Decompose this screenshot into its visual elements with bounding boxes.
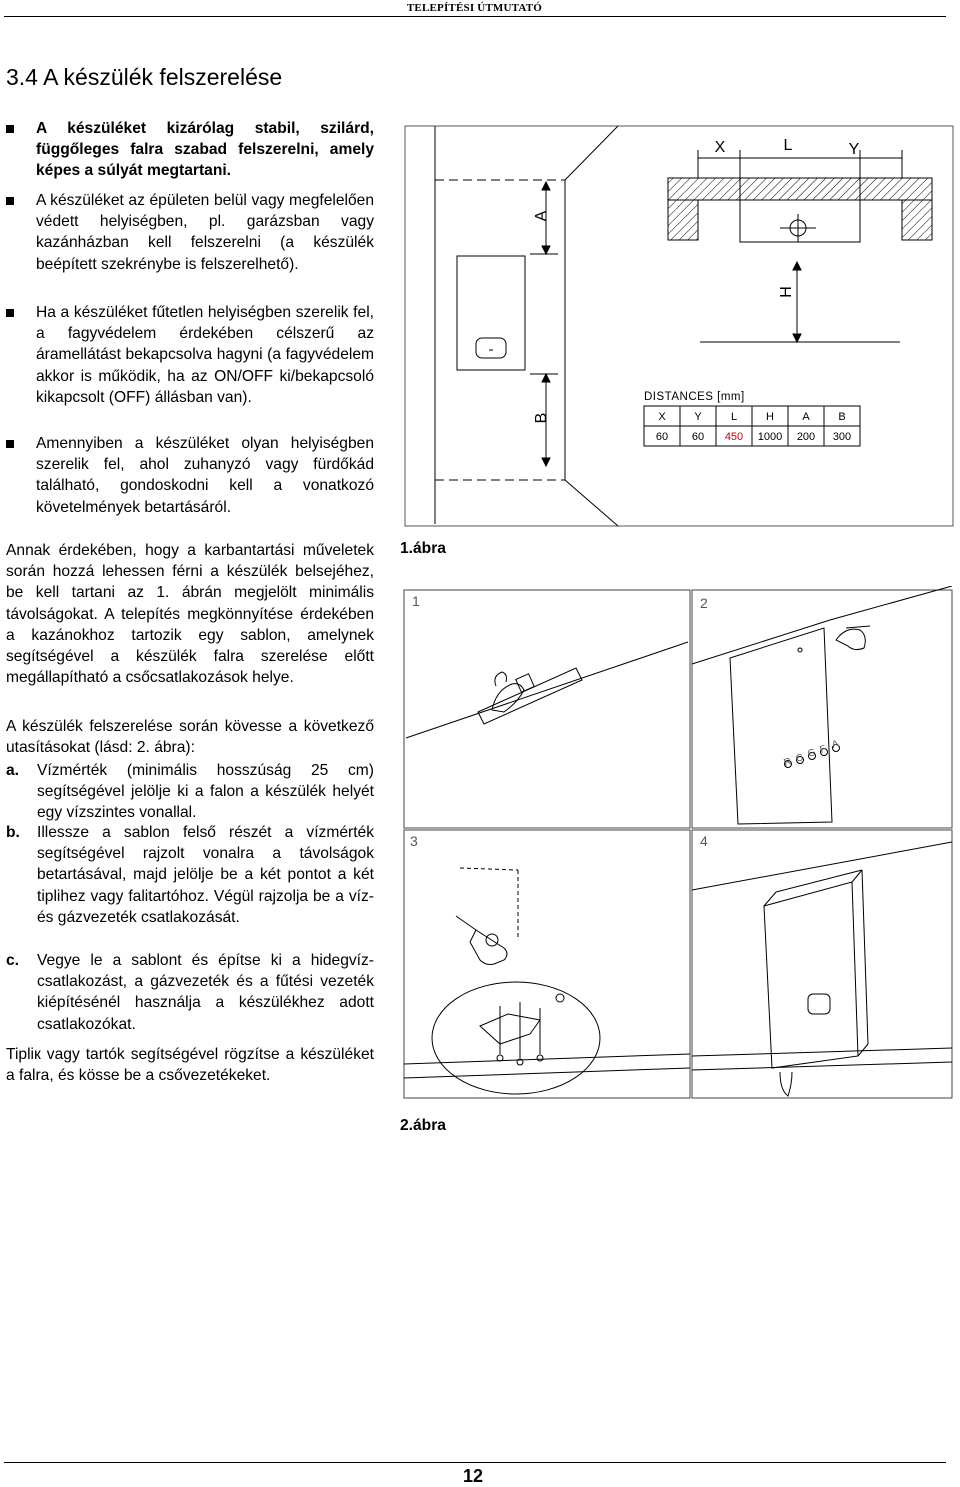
bullet-item [6, 190, 374, 275]
bullet-text: A készüléket kizárólag stabil, szilárd, függőleges falra szabad felszerelni, amely képes a súlyát megtartani. [36, 120, 374, 180]
bullet-square-icon [6, 309, 14, 317]
table-header-h: H [766, 411, 774, 423]
dim-label-l: L [783, 137, 793, 154]
figure-1-clearance-diagram [400, 120, 956, 530]
bullet-text: A készüléket az épületen belül vagy megfelelően védett helyiségben, pl. garázsban vagy kazánházban kell felszerelni (a készülék beépített szekrénybe is felszerelhető). [36, 192, 374, 273]
page-number: 12 [462, 1466, 484, 1486]
running-header: TELEPÍTÉSI ÚTMUTATÓ [406, 2, 542, 14]
boiler-icon [692, 842, 952, 1096]
bullet-square-icon [6, 197, 14, 205]
table-header-y: Y [694, 411, 702, 423]
table-value-b: 300 [832, 431, 852, 443]
section-title: 3.4 A készülék felszerelése [6, 64, 283, 90]
footer-rule [4, 1462, 946, 1463]
step-item [6, 760, 374, 824]
dim-label-h: H [778, 286, 795, 298]
connection-letter-f: F [818, 743, 828, 756]
distances-table [644, 406, 860, 446]
spirit-level-icon [406, 642, 688, 738]
intro-paragraph: A készülék felszerelése során kövesse a következő utasításokat (lásd: 2. ábra): [6, 718, 374, 757]
header-rule [4, 16, 946, 17]
connection-letter-g: G [806, 746, 818, 760]
table-header-l: L [730, 411, 738, 423]
connection-letter-r: R [782, 756, 793, 769]
figure-2-caption: 2.ábra [400, 1117, 446, 1134]
step-item [6, 822, 374, 928]
panel-number-3: 3 [410, 833, 418, 849]
bullet-item [6, 118, 374, 182]
final-paragraph: Tipliк vagy tartók segítségével rögzítse a készüléket a falra, és kösse be a csővezetékeket. [6, 1046, 374, 1085]
dim-label-y: Y [848, 141, 860, 158]
bullet-text: Amennyiben a készüléket olyan helyiségben szerelik fel, ahol zuhanyzó vagy fürdőkád található, gondoskodni kell a vonatkozó követelmények betartásáról. [36, 435, 374, 516]
table-value-h: 1000 [757, 431, 783, 443]
table-header-x: X [658, 411, 666, 423]
hand-icon [836, 629, 865, 649]
step-label: a. [6, 762, 20, 779]
table-value-l: 450 [724, 431, 744, 443]
bullet-square-icon [6, 125, 14, 133]
dim-label-x: X [714, 139, 726, 156]
distances-table-title: DISTANCES [mm] [644, 391, 745, 403]
step-label: b. [6, 824, 20, 841]
table-header-b: B [838, 411, 846, 423]
step-text: Illessze a sablon felső részét a vízmérték segítségével rajzolt vonalra a távolságok betartásával, majd jelölje be a két pontot a két tiplihez vagy falitartóhoz. Végül rajzolja be a víz- és gázvezeték csatlakozását. [37, 824, 374, 926]
connection-letter-a: A [830, 738, 841, 751]
bullet-text: Ha a készüléket fűtetlen helyiségben szerelik fel, a fagyvédelem érdekében célszerű az áramellátást bekapcsolva hagyni (a fagyvédelem akkor is működik, ha az ON/OFF ki/bekapcsoló kikapcsolt (OFF) állásban van). [36, 304, 374, 406]
table-value-y: 60 [691, 431, 705, 443]
table-value-a: 200 [796, 431, 816, 443]
dim-label-a: A [533, 210, 550, 222]
step-label: c. [6, 952, 20, 969]
connection-letter-c: C [794, 752, 805, 765]
dim-label-b: B [533, 412, 550, 424]
figure-2-installation-steps [400, 586, 956, 1102]
step-text: Vízmérték (minimális hosszúság 25 cm) segítségével jelölje ki a falon a készülék helyét egy vízszintes vonallal. [37, 762, 374, 822]
figure-1-caption: 1.ábra [400, 540, 446, 557]
table-header-a: A [802, 411, 810, 423]
bullet-item [6, 302, 374, 408]
panel-number-1: 1 [412, 593, 420, 609]
step-text: Vegye le a sablont és építse ki a hidegvíz-csatlakozást, a gázvezeték és a fűtési vezeték kiépítésénél használja a készülékhez adott csatlakozókat. [37, 952, 374, 1033]
bullet-item [6, 433, 374, 518]
panel-number-4: 4 [700, 833, 708, 849]
table-value-x: 60 [655, 431, 669, 443]
detail-circle [432, 982, 600, 1094]
bullet-square-icon [6, 440, 14, 448]
step-item [6, 950, 374, 1035]
panel-number-2: 2 [700, 595, 708, 611]
maintenance-paragraph: Annak érdekében, hogy a karbantartási műveletek során hozzá lehessen férni a készülék belsejéhez, be kell tartani az 1. ábrán megjelölt minimális távolságokat. A telepítés megkönnyítése érdekében a kazánokhoz tartozik egy sablon, amelynek segítségével a készülék falra szerelése előtt megállapítható a csőcsatlakozások helye. [6, 542, 374, 687]
